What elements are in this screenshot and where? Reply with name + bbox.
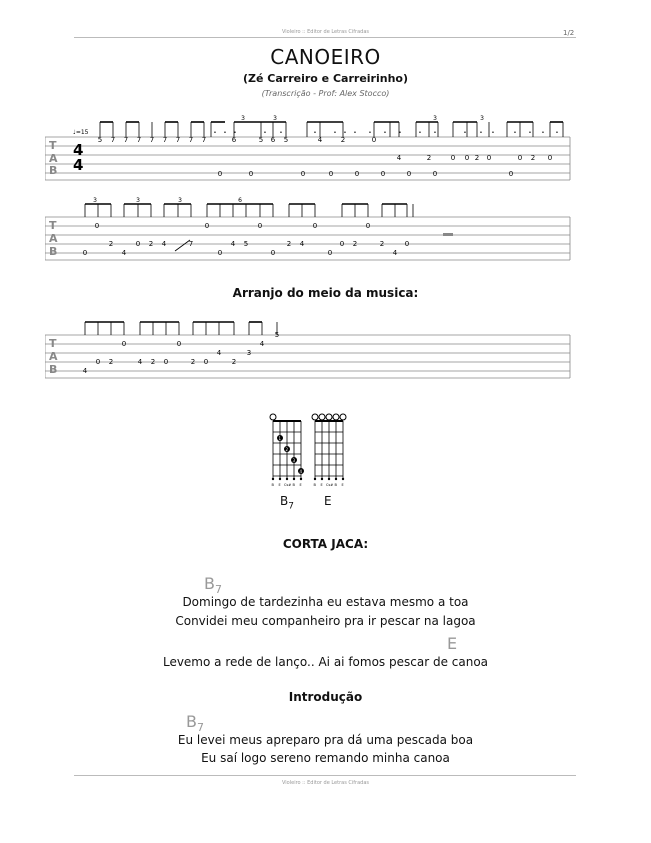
svg-text:•: • xyxy=(513,130,517,136)
svg-text:•: • xyxy=(333,130,337,136)
svg-text:3: 3 xyxy=(136,197,140,204)
svg-text:•: • xyxy=(555,130,559,136)
svg-text:•: • xyxy=(313,130,317,136)
svg-text:3: 3 xyxy=(292,458,296,463)
svg-text:•: • xyxy=(491,130,495,136)
svg-text:5: 5 xyxy=(283,136,289,144)
lyric-line: Eu levei meus apreparo pra dá uma pescada boa xyxy=(177,733,474,747)
svg-text:2: 2 xyxy=(340,136,346,144)
svg-text:0: 0 xyxy=(327,249,333,257)
svg-text:7: 7 xyxy=(110,136,116,144)
svg-text:0: 0 xyxy=(339,240,345,248)
svg-text:•: • xyxy=(279,130,283,136)
tab-letter-a: A xyxy=(49,152,58,165)
svg-text:2: 2 xyxy=(286,240,292,248)
svg-text:3: 3 xyxy=(480,115,484,122)
svg-text:0: 0 xyxy=(204,222,210,230)
string-name: E xyxy=(299,483,302,487)
svg-text:0: 0 xyxy=(432,170,438,178)
string-name: B xyxy=(313,483,316,487)
transcription-credit: (Transcrição - Prof: Alex Stocco) xyxy=(261,89,390,98)
svg-text:3: 3 xyxy=(433,115,437,122)
svg-text:•: • xyxy=(343,130,347,136)
svg-text:0: 0 xyxy=(203,358,209,366)
notation-2 xyxy=(83,197,413,257)
svg-text:•: • xyxy=(353,130,357,136)
svg-text:2: 2 xyxy=(231,358,237,366)
lyric-chord-b7: $B_7$ xyxy=(204,574,222,597)
svg-text:4: 4 xyxy=(299,240,305,248)
string-name: E xyxy=(341,483,344,487)
svg-text:2: 2 xyxy=(108,240,114,248)
svg-text:3: 3 xyxy=(241,115,245,122)
svg-text:2: 2 xyxy=(108,358,114,366)
svg-text:2: 2 xyxy=(285,447,289,452)
svg-text:2: 2 xyxy=(190,358,196,366)
app-header: Violeiro :: Editor de Letras Cifradas xyxy=(281,29,370,35)
svg-text:0: 0 xyxy=(464,154,470,162)
svg-text:7: 7 xyxy=(149,136,155,144)
tab-letter-b: B xyxy=(49,164,58,177)
svg-text:0: 0 xyxy=(547,154,553,162)
page-number: 1/2 xyxy=(563,29,575,37)
svg-text:6: 6 xyxy=(238,197,242,204)
footer-rule xyxy=(74,775,576,776)
tab-letter-t: T xyxy=(49,139,57,152)
lyric-line: Convidei meu companheiro pra ir pescar na lagoa xyxy=(175,614,476,628)
tempo-marking: ♩=15 xyxy=(73,129,89,136)
svg-text:•: • xyxy=(383,130,387,136)
svg-text:7: 7 xyxy=(136,136,142,144)
svg-text:4: 4 xyxy=(161,240,167,248)
svg-text:0: 0 xyxy=(328,170,334,178)
chord-diagram-e xyxy=(312,414,346,480)
string-name: B xyxy=(292,483,295,487)
svg-text:•: • xyxy=(433,130,437,136)
svg-text:4: 4 xyxy=(396,154,402,162)
svg-text:2: 2 xyxy=(150,358,156,366)
svg-text:0: 0 xyxy=(135,240,141,248)
svg-text:0: 0 xyxy=(354,170,360,178)
svg-text:•: • xyxy=(233,130,237,136)
tab-letter-b: B xyxy=(49,363,58,376)
svg-text:•: • xyxy=(263,130,267,136)
svg-text:•: • xyxy=(398,130,402,136)
string-name: E xyxy=(320,483,323,487)
chord-label-e: E xyxy=(324,494,332,508)
svg-text:•: • xyxy=(213,130,217,136)
lyric-line: Domingo de tardezinha eu estava mesmo a toa xyxy=(182,595,469,609)
svg-text:2: 2 xyxy=(352,240,358,248)
svg-text:6: 6 xyxy=(231,136,237,144)
chord-diagram-b7 xyxy=(270,414,304,480)
svg-text:•: • xyxy=(528,130,532,136)
tab-staff-3 xyxy=(45,318,575,380)
svg-text:2: 2 xyxy=(379,240,385,248)
svg-text:4: 4 xyxy=(216,349,222,357)
svg-text:0: 0 xyxy=(121,340,127,348)
svg-text:7: 7 xyxy=(162,136,168,144)
app-footer: Violeiro :: Editor de Letras Cifradas xyxy=(281,780,370,786)
section-middle-arrangement: Arranjo do meio da musica: xyxy=(232,286,419,300)
svg-text:4: 4 xyxy=(121,249,127,257)
section-intro: Introdução xyxy=(288,690,363,704)
svg-text:0: 0 xyxy=(257,222,263,230)
svg-text:3: 3 xyxy=(273,115,277,122)
svg-text:7: 7 xyxy=(123,136,129,144)
tab-letter-t: T xyxy=(49,219,57,232)
svg-text:4: 4 xyxy=(137,358,143,366)
tab-letter-a: A xyxy=(49,232,58,245)
svg-text:3: 3 xyxy=(246,349,252,357)
string-name: Cs# xyxy=(284,483,292,487)
svg-text:4: 4 xyxy=(299,469,303,474)
chord-label-b7: $B_7$ xyxy=(280,494,294,512)
string-name: B xyxy=(334,483,337,487)
svg-text:0: 0 xyxy=(508,170,514,178)
section-corta-jaca: CORTA JACA: xyxy=(282,537,369,551)
svg-text:0: 0 xyxy=(486,154,492,162)
svg-text:0: 0 xyxy=(380,170,386,178)
tab-letter-t: T xyxy=(49,337,57,350)
svg-text:0: 0 xyxy=(94,222,100,230)
string-name: Cs# xyxy=(326,483,334,487)
lyric-line: Levemo a rede de lanço.. Ai ai fomos pescar de canoa xyxy=(162,655,489,669)
tab-staff-2 xyxy=(45,196,575,262)
svg-text:7: 7 xyxy=(175,136,181,144)
lyric-chord-b7: $B_7$ xyxy=(186,712,204,735)
svg-text:7: 7 xyxy=(201,136,207,144)
song-title: CANOEIRO xyxy=(270,45,381,69)
svg-text:7: 7 xyxy=(188,240,194,248)
svg-text:•: • xyxy=(223,130,227,136)
svg-text:3: 3 xyxy=(93,197,97,204)
whole-rest xyxy=(443,233,453,236)
svg-text:0: 0 xyxy=(406,170,412,178)
notation-1 xyxy=(98,115,563,178)
tab-letter-a: A xyxy=(49,350,58,363)
tab-letter-b: B xyxy=(49,245,58,258)
svg-text:0: 0 xyxy=(300,170,306,178)
svg-text:2: 2 xyxy=(530,154,536,162)
svg-text:5: 5 xyxy=(274,331,280,339)
svg-text:5: 5 xyxy=(243,240,249,248)
svg-text:0: 0 xyxy=(217,249,223,257)
svg-text:0: 0 xyxy=(450,154,456,162)
svg-text:1: 1 xyxy=(278,436,282,441)
svg-text:4: 4 xyxy=(259,340,265,348)
svg-text:0: 0 xyxy=(95,358,101,366)
svg-text:0: 0 xyxy=(176,340,182,348)
svg-text:2: 2 xyxy=(148,240,154,248)
string-name: E xyxy=(278,483,281,487)
svg-text:0: 0 xyxy=(82,249,88,257)
song-artist: (Zé Carreiro e Carreirinho) xyxy=(243,72,408,85)
svg-text:•: • xyxy=(541,130,545,136)
svg-text:0: 0 xyxy=(163,358,169,366)
tab-staff-1 xyxy=(45,112,575,182)
svg-text:0: 0 xyxy=(365,222,371,230)
svg-text:7: 7 xyxy=(188,136,194,144)
svg-text:0: 0 xyxy=(270,249,276,257)
svg-text:0: 0 xyxy=(404,240,410,248)
svg-text:0: 0 xyxy=(517,154,523,162)
svg-text:5: 5 xyxy=(258,136,264,144)
chord-diagrams xyxy=(268,412,352,492)
notation-3 xyxy=(83,322,279,375)
time-signature-top: 4 xyxy=(73,141,84,159)
svg-text:5: 5 xyxy=(97,136,103,144)
svg-text:•: • xyxy=(479,130,483,136)
svg-text:0: 0 xyxy=(217,170,223,178)
svg-text:•: • xyxy=(368,130,372,136)
svg-text:0: 0 xyxy=(312,222,318,230)
svg-text:4: 4 xyxy=(317,136,323,144)
time-signature-bottom: 4 xyxy=(73,156,84,174)
svg-text:4: 4 xyxy=(392,249,398,257)
string-name: B xyxy=(271,483,274,487)
svg-text:•: • xyxy=(463,130,467,136)
svg-text:2: 2 xyxy=(426,154,432,162)
svg-text:3: 3 xyxy=(178,197,182,204)
svg-text:2: 2 xyxy=(474,154,480,162)
header-rule xyxy=(74,37,576,38)
svg-text:0: 0 xyxy=(371,136,377,144)
svg-text:6: 6 xyxy=(270,136,276,144)
lyric-chord-e: E xyxy=(447,634,458,653)
svg-text:•: • xyxy=(418,130,422,136)
svg-text:0: 0 xyxy=(248,170,254,178)
lyric-line: Eu saí logo sereno remando minha canoa xyxy=(201,751,450,765)
svg-text:4: 4 xyxy=(230,240,236,248)
svg-text:4: 4 xyxy=(82,367,88,375)
